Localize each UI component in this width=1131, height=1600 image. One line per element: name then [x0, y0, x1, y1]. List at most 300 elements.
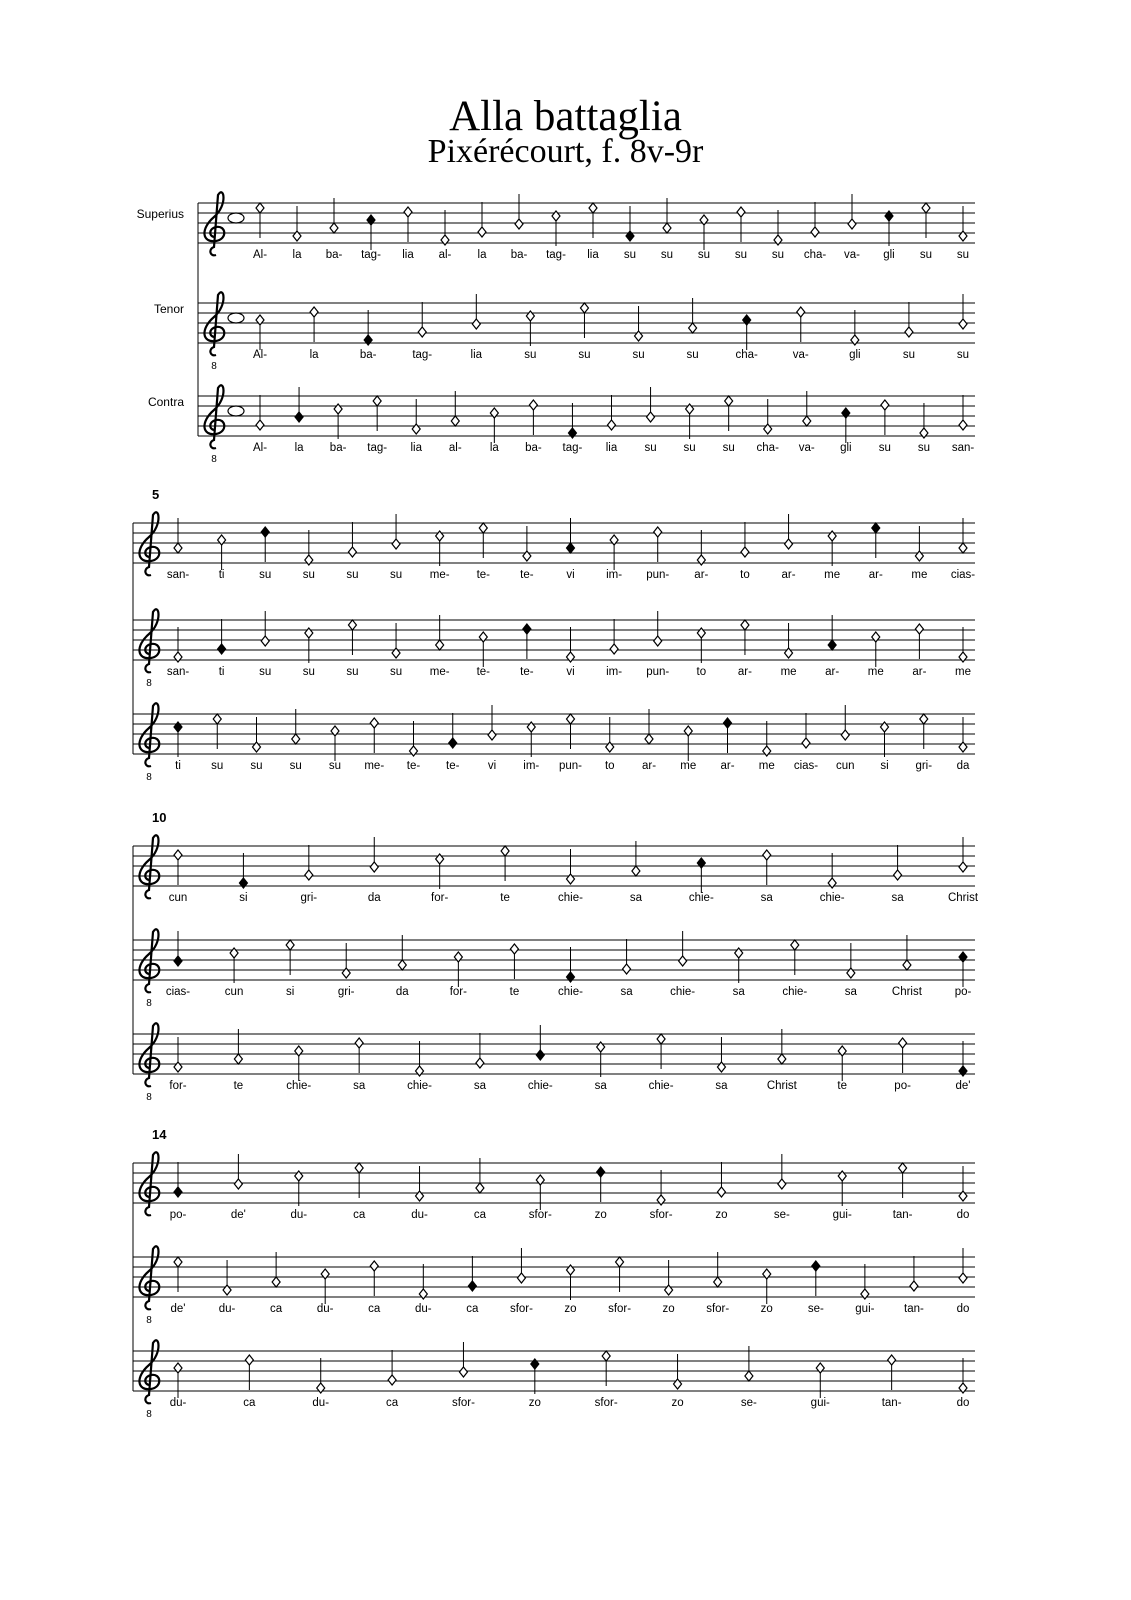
treble-clef-icon: [204, 192, 224, 255]
lyric-syllable: Al-: [252, 349, 268, 361]
lyric-syllable: se-: [740, 1397, 757, 1409]
note-mark: [370, 837, 378, 872]
lyric-syllable: me: [867, 666, 884, 678]
voice-label: Superius: [136, 207, 184, 221]
lyric-syllable: ca: [353, 1209, 366, 1221]
lyric-syllable: gui-: [832, 1209, 852, 1221]
lyric-syllable: sa: [844, 986, 857, 998]
note-mark: [459, 1342, 467, 1377]
lyric-syllable: al-: [438, 249, 452, 261]
lyric-syllable: cias-: [793, 760, 819, 772]
note-mark: [724, 718, 732, 753]
lyric-syllable: se-: [807, 1303, 824, 1315]
lyric-syllable: du-: [415, 1303, 432, 1315]
note-mark: [295, 387, 303, 422]
lyric-syllable: me: [911, 569, 928, 581]
note-mark: [851, 310, 859, 345]
note-mark: [763, 721, 771, 756]
lyric-syllable: lia: [587, 249, 599, 261]
note-mark: [654, 611, 662, 646]
note-mark: [894, 845, 902, 880]
lyric-syllable: su: [346, 666, 359, 678]
lyric-syllable: me: [680, 760, 697, 772]
lyric-syllable: su: [250, 760, 263, 772]
lyric-syllable: ar-: [641, 760, 657, 772]
lyric-syllable: du-: [312, 1397, 330, 1409]
lyric-syllable: sa: [353, 1080, 366, 1092]
lyric-syllable: chie-: [819, 892, 845, 904]
lyric-syllable: ca: [473, 1209, 487, 1221]
lyric-syllable: chie-: [648, 1080, 674, 1092]
lyric-syllable: tag-: [361, 249, 381, 261]
note-mark: [410, 721, 418, 756]
note-mark: [488, 705, 496, 740]
lyric-syllable: su: [683, 442, 696, 454]
lyric-syllable: gui-: [855, 1303, 875, 1315]
lyric-syllable: sa: [891, 892, 904, 904]
note-mark: [234, 1154, 242, 1189]
lyric-syllable: te: [509, 986, 520, 998]
note-mark: [567, 947, 575, 982]
lyric-syllable: cha-: [735, 349, 758, 361]
lyric-syllable: vi: [487, 760, 497, 772]
lyric-syllable: su: [578, 349, 591, 361]
note-mark: [527, 722, 535, 757]
note-mark: [608, 395, 616, 430]
note-mark: [959, 294, 967, 329]
lyric-syllable: la: [294, 442, 304, 454]
lyric-syllable: sa: [629, 892, 642, 904]
note-mark: [441, 210, 449, 245]
voice-label: Tenor: [153, 302, 184, 316]
note-mark: [797, 307, 805, 342]
lyric-syllable: gli: [849, 349, 861, 361]
lyric-syllable: im-: [523, 760, 540, 772]
lyric-syllable: chie-: [527, 1080, 553, 1092]
note-mark: [348, 522, 356, 557]
note-mark: [305, 530, 313, 565]
note-mark: [841, 705, 849, 740]
lyric-syllable: cun: [224, 986, 244, 998]
treble-clef-icon: [139, 1023, 159, 1103]
lyric-syllable: sa: [620, 986, 633, 998]
note-mark: [828, 531, 836, 566]
note-mark: [735, 948, 743, 983]
lyric-syllable: du-: [169, 1397, 187, 1409]
note-mark: [364, 310, 372, 345]
note-mark: [811, 202, 819, 237]
lyric-syllable: tan-: [904, 1303, 924, 1315]
lyric-syllable: du-: [316, 1303, 334, 1315]
note-mark: [230, 948, 238, 983]
note-mark: [174, 931, 182, 966]
note-mark: [657, 1170, 665, 1205]
svg-text:8: 8: [146, 1315, 152, 1326]
lyric-syllable: for-: [431, 892, 449, 904]
lyric-syllable: su: [917, 442, 931, 454]
note-mark: [910, 1256, 918, 1291]
lyric-syllable: te: [837, 1080, 848, 1092]
lyric-syllable: te: [500, 892, 510, 904]
lyric-syllable: ar-: [694, 569, 709, 581]
lyric-syllable: gri-: [300, 892, 318, 904]
lyric-syllable: gui-: [810, 1397, 830, 1409]
lyric-syllable: tag-: [412, 349, 433, 361]
lyric-syllable: ba-: [325, 249, 343, 261]
lyric-syllable: ti: [218, 666, 225, 678]
lyric-syllable: sa: [594, 1080, 607, 1092]
note-mark: [552, 211, 560, 246]
treble-clef-icon: [139, 512, 159, 575]
lyric-syllable: chie-: [286, 1080, 312, 1092]
note-mark: [567, 1265, 575, 1300]
lyric-syllable: pun-: [646, 569, 670, 581]
treble-clef-icon: [139, 609, 159, 689]
note-mark: [418, 302, 426, 337]
lyric-syllable: chie-: [782, 986, 808, 998]
lyric-syllable: te-: [476, 569, 490, 581]
score-subtitle: Pixérécourt, f. 8v-9r: [427, 133, 704, 170]
note-mark: [526, 311, 534, 346]
note-mark: [419, 1264, 427, 1299]
voice-label: Contra: [147, 395, 184, 409]
note-mark: [536, 1025, 544, 1060]
lyric-syllable: do: [956, 1397, 970, 1409]
lyric-syllable: sa: [760, 892, 773, 904]
lyric-syllable: chie-: [558, 892, 583, 904]
lyric-syllable: te-: [406, 760, 421, 772]
lyric-syllable: ba-: [510, 249, 528, 261]
note-mark: [515, 194, 523, 229]
lyric-syllable: pun-: [558, 760, 583, 772]
lyric-syllable: Al-: [252, 442, 268, 454]
note-mark: [686, 404, 694, 439]
note-mark: [517, 1248, 525, 1283]
lyric-syllable: cha-: [803, 249, 827, 261]
lyric-syllable: su: [878, 442, 891, 454]
lyric-syllable: la: [309, 349, 319, 361]
lyric-syllable: ar-: [825, 666, 840, 678]
lyric-syllable: zo: [671, 1397, 684, 1409]
note-mark: [888, 1355, 896, 1390]
lyric-syllable: zo: [662, 1303, 675, 1315]
lyric-syllable: zo: [594, 1209, 607, 1221]
note-mark: [174, 850, 182, 885]
lyric-syllable: du-: [290, 1209, 308, 1221]
breve-note: [228, 313, 244, 323]
note-mark: [370, 1261, 378, 1296]
note-mark: [567, 627, 575, 662]
note-mark: [812, 1261, 820, 1296]
note-mark: [848, 194, 856, 229]
breve-note: [228, 406, 244, 416]
lyric-syllable: cun: [835, 760, 855, 772]
lyric-syllable: me-: [429, 569, 450, 581]
lyric-syllable: ba-: [525, 442, 542, 454]
lyric-syllable: su: [632, 349, 645, 361]
lyric-syllable: ar-: [781, 569, 796, 581]
lyric-syllable: gri-: [915, 760, 933, 772]
note-mark: [838, 1171, 846, 1206]
lyric-syllable: la: [489, 442, 499, 454]
lyric-syllable: zo: [715, 1209, 728, 1221]
note-mark: [920, 403, 928, 438]
lyric-syllable: for-: [449, 986, 467, 998]
note-mark: [416, 1041, 424, 1076]
note-mark: [959, 1248, 967, 1283]
note-mark: [861, 1264, 869, 1299]
lyric-syllable: sa: [473, 1080, 487, 1092]
note-mark: [568, 403, 576, 438]
lyric-syllable: va-: [798, 442, 815, 454]
note-mark: [899, 1038, 907, 1073]
lyric-syllable: cias-: [950, 569, 976, 581]
svg-text:8: 8: [146, 1092, 152, 1103]
treble-clef-icon: [139, 703, 159, 783]
note-mark: [597, 1042, 605, 1077]
lyric-syllable: su: [328, 760, 342, 772]
note-mark: [959, 1358, 967, 1393]
lyric-syllable: im-: [606, 666, 623, 678]
lyric-syllable: tag-: [562, 442, 583, 454]
lyric-syllable: sfor-: [451, 1397, 475, 1409]
lyric-syllable: gri-: [337, 986, 355, 998]
note-mark: [174, 1162, 182, 1197]
lyric-syllable: zo: [528, 1397, 541, 1409]
note-mark: [476, 1033, 484, 1068]
lyric-syllable: va-: [844, 249, 860, 261]
measure-number: 14: [152, 1127, 167, 1142]
lyric-syllable: lia: [470, 349, 483, 361]
note-mark: [305, 628, 313, 663]
lyric-syllable: du-: [411, 1209, 428, 1221]
note-mark: [239, 853, 247, 888]
lyric-syllable: tan-: [892, 1209, 913, 1221]
lyric-syllable: ca: [386, 1397, 399, 1409]
note-mark: [959, 837, 967, 872]
note-mark: [388, 1350, 396, 1385]
lyric-syllable: te-: [520, 569, 534, 581]
lyric-syllable: ba-: [329, 442, 347, 454]
note-mark: [370, 718, 378, 753]
lyric-syllable: me: [758, 760, 775, 772]
svg-text:8: 8: [211, 361, 217, 372]
note-mark: [778, 1154, 786, 1189]
lyric-syllable: su: [389, 569, 403, 581]
note-mark: [763, 850, 771, 885]
svg-text:8: 8: [146, 1409, 152, 1420]
note-mark: [392, 514, 400, 549]
lyric-syllable: su: [644, 442, 657, 454]
lyric-syllable: zo: [760, 1303, 773, 1315]
lyric-syllable: me: [780, 666, 797, 678]
note-mark: [174, 627, 182, 662]
lyric-syllable: su: [771, 249, 785, 261]
lyric-syllable: su: [302, 569, 315, 581]
lyric-syllable: la: [477, 249, 487, 261]
lyric-syllable: la: [292, 249, 302, 261]
treble-clef-icon: [139, 929, 159, 1009]
measure-number: 10: [152, 810, 167, 825]
lyric-syllable: sfor-: [528, 1209, 552, 1221]
note-mark: [245, 1355, 253, 1390]
note-mark: [905, 302, 913, 337]
lyric-syllable: lia: [410, 442, 422, 454]
lyric-syllable: gli: [840, 442, 852, 454]
lyric-syllable: san-: [951, 442, 975, 454]
note-mark: [802, 713, 810, 748]
lyric-syllable: su: [389, 666, 403, 678]
lyric-syllable: zo: [564, 1303, 577, 1315]
lyric-syllable: pun-: [646, 666, 670, 678]
lyric-syllable: Al-: [252, 249, 268, 261]
lyric-syllable: su: [686, 349, 699, 361]
lyric-syllable: do: [956, 1209, 970, 1221]
lyric-syllable: Christ: [891, 986, 922, 998]
lyric-syllable: me: [824, 569, 841, 581]
lyric-syllable: su: [722, 442, 735, 454]
lyric-syllable: de': [955, 1080, 971, 1092]
lyric-syllable: de': [230, 1209, 246, 1221]
note-mark: [218, 619, 226, 654]
lyric-syllable: cha-: [756, 442, 779, 454]
lyric-syllable: do: [956, 1303, 970, 1315]
lyric-syllable: su: [956, 349, 970, 361]
lyric-syllable: chie-: [670, 986, 696, 998]
lyric-syllable: te-: [520, 666, 534, 678]
svg-text:8: 8: [146, 772, 152, 783]
note-mark: [310, 307, 318, 342]
lyric-syllable: te: [233, 1080, 244, 1092]
note-mark: [959, 1041, 967, 1076]
note-mark: [679, 931, 687, 966]
lyric-syllable: vi: [566, 569, 575, 581]
lyric-syllable: gli: [883, 249, 895, 261]
note-mark: [654, 527, 662, 562]
lyric-syllable: ca: [243, 1397, 256, 1409]
note-mark: [261, 527, 269, 562]
lyric-syllable: da: [956, 760, 970, 772]
note-mark: [468, 1256, 476, 1291]
lyric-syllable: su: [902, 349, 916, 361]
note-mark: [959, 627, 967, 662]
lyric-syllable: for-: [169, 1080, 187, 1092]
lyric-syllable: sfor-: [608, 1303, 632, 1315]
lyric-syllable: va-: [792, 349, 809, 361]
treble-clef-icon: [139, 1246, 159, 1326]
note-mark: [334, 404, 342, 439]
lyric-syllable: po-: [894, 1080, 911, 1092]
lyric-syllable: ar-: [737, 666, 752, 678]
svg-text:8: 8: [146, 998, 152, 1009]
note-mark: [881, 400, 889, 435]
lyric-syllable: su: [623, 249, 637, 261]
lyric-syllable: ca: [368, 1303, 381, 1315]
note-mark: [741, 522, 749, 557]
lyric-syllable: te-: [476, 666, 490, 678]
lyric-syllable: su: [734, 249, 748, 261]
lyric-syllable: su: [259, 569, 272, 581]
lyric-syllable: su: [524, 349, 537, 361]
lyric-syllable: me: [955, 666, 971, 678]
lyric-syllable: vi: [566, 666, 575, 678]
note-mark: [959, 395, 967, 430]
lyric-syllable: Christ: [766, 1080, 797, 1092]
note-mark: [529, 400, 537, 435]
lyric-syllable: ti: [218, 569, 225, 581]
treble-clef-icon: [204, 385, 224, 465]
note-mark: [449, 713, 457, 748]
lyric-syllable: te-: [446, 760, 460, 772]
note-mark: [697, 628, 705, 663]
note-mark: [510, 944, 518, 979]
note-mark: [404, 207, 412, 242]
lyric-syllable: cun: [168, 892, 188, 904]
lyric-syllable: san-: [166, 569, 190, 581]
lyric-syllable: se-: [773, 1209, 790, 1221]
lyric-syllable: me-: [364, 760, 385, 772]
lyric-syllable: su: [956, 249, 970, 261]
note-mark: [647, 387, 655, 422]
lyric-syllable: si: [239, 892, 248, 904]
lyric-syllable: ca: [270, 1303, 283, 1315]
lyric-syllable: su: [697, 249, 711, 261]
note-mark: [478, 202, 486, 237]
lyric-syllable: ba-: [359, 349, 377, 361]
note-mark: [256, 395, 264, 430]
lyric-syllable: su: [259, 666, 272, 678]
lyric-syllable: si: [880, 760, 889, 772]
lyric-syllable: su: [919, 249, 933, 261]
note-mark: [881, 722, 889, 757]
lyric-syllable: su: [211, 760, 224, 772]
note-mark: [174, 722, 182, 757]
lyric-syllable: tag-: [367, 442, 388, 454]
note-mark: [523, 624, 531, 659]
note-mark: [774, 210, 782, 245]
lyric-syllable: chie-: [558, 986, 583, 998]
lyric-syllable: da: [395, 986, 409, 998]
lyric-syllable: ar-: [868, 569, 883, 581]
note-mark: [355, 1038, 363, 1073]
lyric-syllable: ca: [466, 1303, 479, 1315]
note-mark: [436, 854, 444, 889]
treble-clef-icon: [139, 1152, 159, 1215]
note-mark: [610, 619, 618, 654]
svg-text:8: 8: [211, 454, 217, 465]
note-mark: [261, 611, 269, 646]
lyric-syllable: lia: [402, 249, 414, 261]
lyric-syllable: po-: [169, 1209, 187, 1221]
note-mark: [785, 514, 793, 549]
note-mark: [472, 294, 480, 329]
lyric-syllable: tan-: [881, 1397, 902, 1409]
lyric-syllable: Christ: [947, 892, 979, 904]
lyric-syllable: du-: [218, 1303, 236, 1315]
lyric-syllable: san-: [166, 666, 190, 678]
measure-number: 5: [152, 487, 160, 502]
note-mark: [305, 845, 313, 880]
lyric-syllable: su: [346, 569, 359, 581]
breve-note: [228, 213, 244, 223]
lyric-syllable: sfor-: [594, 1397, 618, 1409]
note-mark: [717, 1162, 725, 1197]
lyric-syllable: ti: [175, 760, 181, 772]
lyric-syllable: de': [170, 1303, 186, 1315]
lyric-syllable: ar-: [912, 666, 927, 678]
lyric-syllable: sa: [732, 986, 745, 998]
lyric-syllable: to: [604, 760, 615, 772]
